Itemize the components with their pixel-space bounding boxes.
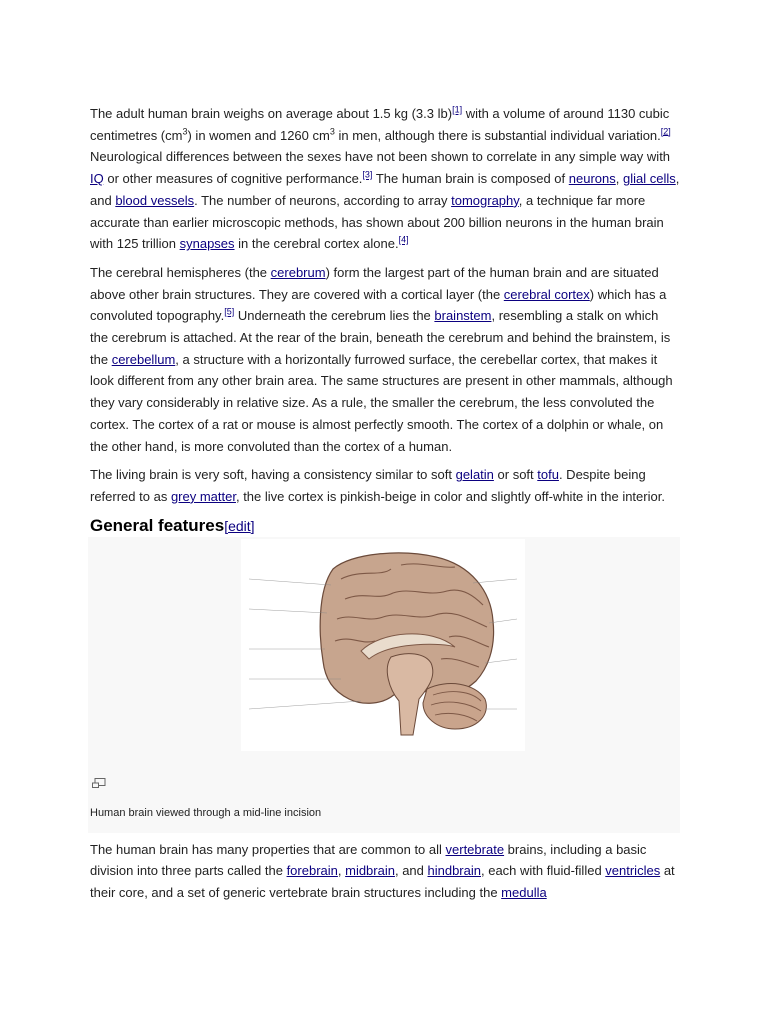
text: , a structure with a horizontally furrowed surface, the cerebellar cortex, that makes it look different from any other brain area. The same structures are present in other mammals, although they vary considerably in relative size. As a rule, the smaller the cerebrum, the less convoluted the cortex. The cortex of a rat or mouse is almost perfectly smooth. The cortex of a dolphin or whale, on the other hand, is more convoluted than the cortex of a human.	[90, 351, 673, 454]
superscript: 3	[329, 126, 335, 137]
citation-link[interactable]: [5]	[224, 307, 235, 317]
figure-thumbnail	[88, 537, 680, 833]
citation-link[interactable]: [4]	[398, 234, 409, 245]
section-heading-general-features	[90, 515, 680, 537]
paragraph-living-brain	[90, 464, 680, 507]
figure-caption: Human brain viewed through a mid-line incision	[90, 806, 322, 819]
article-content	[90, 103, 680, 911]
superscript: 3	[182, 126, 188, 137]
brain-illustration-icon	[241, 539, 525, 751]
text: ,	[615, 171, 623, 187]
text: The adult human brain weighs on average about 1.5 kg (3.3 lb)	[90, 106, 453, 121]
text: The human brain is composed of	[372, 171, 569, 187]
link-tofu[interactable]: tofu	[537, 467, 559, 483]
text: ) in women and 1260 cm	[187, 127, 330, 143]
paragraph-vertebrate-brains	[90, 839, 680, 904]
text: . Despite being referred to as	[90, 467, 646, 504]
text: , resembling a stalk on which the cerebrum is attached. At the rear of the brain, beneath the cerebrum and behind the brainstem, is the	[90, 308, 671, 367]
text: The cerebral hemispheres (the	[90, 264, 271, 280]
text: or soft	[493, 467, 538, 483]
edit-section-link[interactable]: edit	[228, 517, 251, 534]
link-midbrain[interactable]: midbrain	[345, 863, 395, 879]
text: , and	[394, 863, 428, 879]
text: at their core, and a set of generic vertebrate brain structures including the	[90, 863, 675, 901]
link-synapses[interactable]: synapses	[179, 236, 235, 252]
paragraph-cerebral-hemispheres	[90, 262, 680, 457]
link-tomography[interactable]: tomography	[451, 192, 519, 208]
link-cerebrum[interactable]: cerebrum	[270, 264, 326, 280]
link-glial-cells[interactable]: glial cells	[622, 171, 676, 187]
text: , a technique far more accurate than earlier microscopic methods, has shown about 200 billion neurons in the human brain with 125 trillion	[90, 192, 664, 252]
text: brains, including a basic division into three parts called the	[90, 841, 647, 879]
section-title: General features	[90, 515, 225, 535]
brain-image[interactable]	[241, 539, 525, 751]
bracket-open: [	[224, 517, 229, 534]
link-brainstem[interactable]: brainstem	[434, 308, 492, 324]
link-hindbrain[interactable]: hindbrain	[427, 863, 481, 879]
text: in men, although there is substantial individual variation.	[334, 127, 661, 143]
link-iq[interactable]: IQ	[90, 171, 104, 187]
citation-link[interactable]: [2]	[660, 126, 671, 137]
magnify-clip-icon[interactable]	[92, 775, 106, 785]
text: ,	[337, 863, 346, 879]
text: . The number of neurons, according to array	[194, 192, 452, 208]
text: Neurological differences between the sexes have not been shown to correlate in any simple way with	[90, 149, 671, 165]
link-grey-matter[interactable]: grey matter	[170, 488, 236, 504]
bracket-close: ]	[250, 517, 255, 534]
edit-section-link-wrapper	[224, 518, 254, 534]
text: in the cerebral cortex alone.	[234, 236, 399, 252]
text: , and	[90, 171, 680, 208]
citation-5[interactable]	[224, 307, 234, 317]
link-ventricles[interactable]: ventricles	[605, 863, 661, 879]
text: The human brain has many properties that are common to all	[90, 841, 446, 857]
citation-4[interactable]	[399, 235, 409, 245]
text: ) which has a convoluted topography.	[90, 286, 667, 324]
text: , the live cortex is pinkish-beige in color and slightly off-white in the interior.	[235, 488, 665, 504]
citation-1[interactable]	[452, 105, 462, 115]
text: or other measures of cognitive performance.	[103, 171, 363, 187]
text: Underneath the cerebrum lies the	[234, 308, 435, 324]
link-vertebrate[interactable]: vertebrate	[445, 841, 505, 857]
citation-3[interactable]	[362, 170, 372, 180]
link-medulla[interactable]: medulla	[501, 885, 547, 901]
link-blood-vessels[interactable]: blood vessels	[115, 192, 195, 208]
link-gelatin[interactable]: gelatin	[455, 467, 494, 483]
text: with a volume of around 1130 cubic centimetres (cm	[90, 106, 670, 143]
link-forebrain[interactable]: forebrain	[286, 863, 338, 879]
text: The living brain is very soft, having a consistency similar to soft	[90, 467, 456, 483]
citation-link[interactable]: [3]	[362, 169, 373, 180]
link-neurons[interactable]: neurons	[568, 171, 616, 187]
link-cerebellum[interactable]: cerebellum	[111, 351, 176, 367]
paragraph-brain-weight	[90, 103, 680, 255]
text: , each with fluid-filled	[481, 863, 606, 879]
citation-2[interactable]	[661, 126, 671, 136]
link-cerebral-cortex[interactable]: cerebral cortex	[503, 286, 590, 302]
text: ) form the largest part of the human brain and are situated above other brain structures. They are covered with a cortical layer (the	[90, 264, 659, 302]
citation-link[interactable]: [1]	[452, 104, 463, 115]
